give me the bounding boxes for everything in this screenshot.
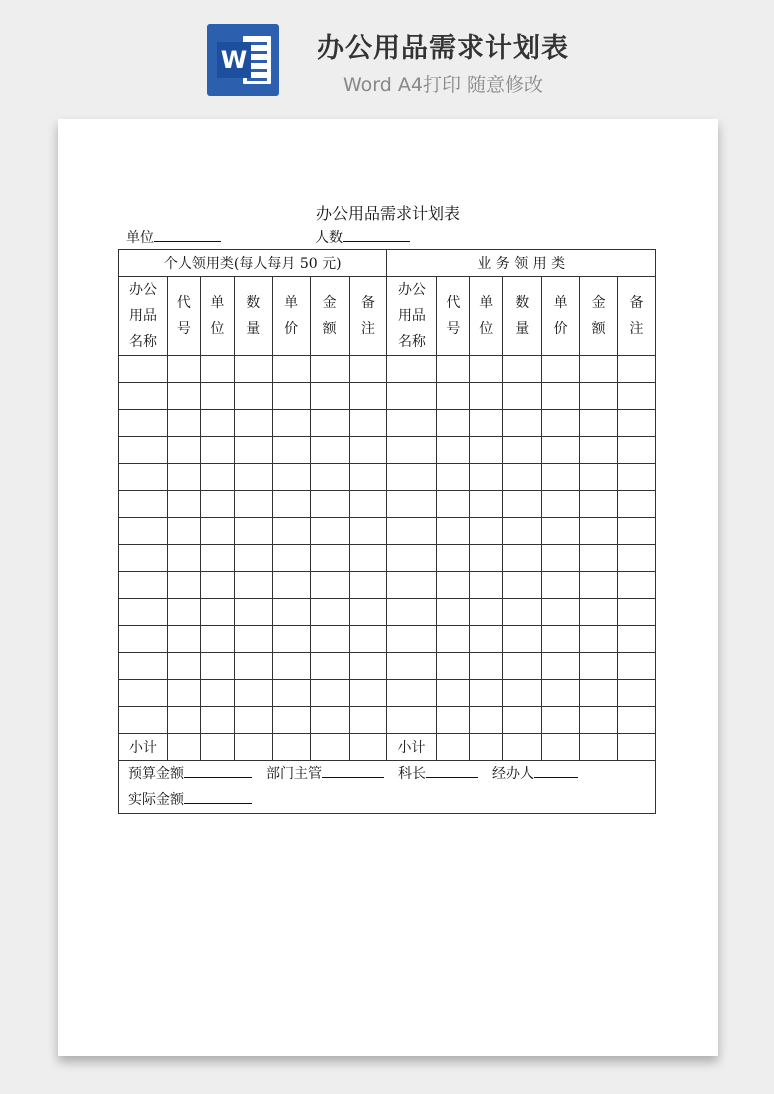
table-cell[interactable]: [437, 572, 470, 599]
subtotal-cell[interactable]: [470, 734, 503, 761]
table-cell[interactable]: [542, 464, 580, 491]
column-header-business-3: 数 量: [503, 277, 542, 356]
table-cell[interactable]: [470, 383, 503, 410]
table-cell[interactable]: [503, 491, 542, 518]
table-cell[interactable]: [580, 599, 618, 626]
table-cell[interactable]: [167, 410, 200, 437]
table-row: [119, 680, 656, 707]
table-cell[interactable]: [387, 464, 437, 491]
table-row: [119, 518, 656, 545]
table-cell[interactable]: [542, 356, 580, 383]
table-cell[interactable]: [349, 410, 387, 437]
actual-blank[interactable]: [184, 789, 252, 804]
table-cell[interactable]: [234, 410, 272, 437]
table-cell[interactable]: [503, 518, 542, 545]
table-row: [119, 707, 656, 734]
column-header-business-4: 单 价: [542, 277, 580, 356]
people-blank[interactable]: [343, 227, 410, 242]
table-cell[interactable]: [349, 464, 387, 491]
table-cell[interactable]: [310, 518, 349, 545]
subtotal-cell[interactable]: [437, 734, 470, 761]
table-cell[interactable]: [119, 599, 168, 626]
table-cell[interactable]: [272, 599, 310, 626]
table-cell[interactable]: [167, 356, 200, 383]
subtotal-label: 小计: [119, 734, 168, 761]
subtotal-cell[interactable]: [272, 734, 310, 761]
word-icon: [207, 24, 279, 96]
table-cell[interactable]: [310, 356, 349, 383]
table-cell[interactable]: [542, 680, 580, 707]
table-cell[interactable]: [580, 383, 618, 410]
table-cell[interactable]: [503, 464, 542, 491]
subtotal-cell[interactable]: [167, 734, 200, 761]
table-cell[interactable]: [387, 599, 437, 626]
section-business: 业 务 领 用 类: [387, 250, 656, 277]
table-cell[interactable]: [437, 410, 470, 437]
table-cell[interactable]: [618, 383, 656, 410]
dept-head-label: 部门主管: [266, 766, 322, 782]
table-cell[interactable]: [234, 599, 272, 626]
table-cell[interactable]: [167, 626, 200, 653]
table-cell[interactable]: [437, 518, 470, 545]
table-cell[interactable]: [349, 383, 387, 410]
table-row: [119, 437, 656, 464]
table-cell[interactable]: [234, 680, 272, 707]
table-cell[interactable]: [470, 410, 503, 437]
people-label: 人数: [315, 230, 343, 246]
table-cell[interactable]: [200, 680, 234, 707]
table-cell[interactable]: [542, 383, 580, 410]
table-cell[interactable]: [167, 518, 200, 545]
table-cell[interactable]: [272, 356, 310, 383]
table-cell[interactable]: [580, 518, 618, 545]
table-cell[interactable]: [272, 572, 310, 599]
table-cell[interactable]: [470, 626, 503, 653]
table-cell[interactable]: [349, 491, 387, 518]
table-row: [119, 383, 656, 410]
table-cell[interactable]: [167, 464, 200, 491]
table-cell[interactable]: [119, 437, 168, 464]
table-cell[interactable]: [119, 707, 168, 734]
table-row: [119, 626, 656, 653]
table-cell[interactable]: [618, 680, 656, 707]
table-cell[interactable]: [542, 572, 580, 599]
table-cell[interactable]: [580, 653, 618, 680]
banner: [0, 0, 774, 110]
table-cell[interactable]: [167, 653, 200, 680]
table-cell[interactable]: [234, 626, 272, 653]
subtotal-cell[interactable]: [542, 734, 580, 761]
table-cell[interactable]: [437, 653, 470, 680]
table-cell[interactable]: [542, 437, 580, 464]
table-cell[interactable]: [310, 599, 349, 626]
table-cell[interactable]: [618, 545, 656, 572]
table-cell[interactable]: [618, 653, 656, 680]
table-cell[interactable]: [310, 383, 349, 410]
table-row: [119, 545, 656, 572]
table-cell[interactable]: [580, 707, 618, 734]
unit-blank[interactable]: [154, 227, 221, 242]
subtotal-cell[interactable]: [310, 734, 349, 761]
table-cell[interactable]: [200, 626, 234, 653]
column-header-personal-1: 代 号: [167, 277, 200, 356]
table-cell[interactable]: [503, 410, 542, 437]
table-cell[interactable]: [167, 680, 200, 707]
table-cell[interactable]: [349, 653, 387, 680]
table-cell[interactable]: [200, 653, 234, 680]
table-cell[interactable]: [503, 680, 542, 707]
table-cell[interactable]: [349, 437, 387, 464]
table-cell[interactable]: [542, 653, 580, 680]
table-cell[interactable]: [119, 680, 168, 707]
actual-label: 实际金额: [128, 792, 184, 808]
table-cell[interactable]: [437, 437, 470, 464]
table-cell[interactable]: [200, 491, 234, 518]
table-cell[interactable]: [542, 491, 580, 518]
table-cell[interactable]: [310, 437, 349, 464]
table-cell[interactable]: [618, 356, 656, 383]
table-cell[interactable]: [470, 464, 503, 491]
subtotal-cell[interactable]: [580, 734, 618, 761]
table-cell[interactable]: [234, 545, 272, 572]
table-cell[interactable]: [234, 707, 272, 734]
people-field: [315, 227, 410, 247]
table-cell[interactable]: [310, 680, 349, 707]
table-cell[interactable]: [349, 572, 387, 599]
table-cell[interactable]: [349, 356, 387, 383]
banner-title: 办公用品需求计划表: [317, 33, 569, 64]
table-cell[interactable]: [234, 491, 272, 518]
footer-signatures: [119, 761, 656, 814]
table-cell[interactable]: [580, 545, 618, 572]
table-row: [119, 410, 656, 437]
table-cell[interactable]: [310, 707, 349, 734]
table-cell[interactable]: [618, 707, 656, 734]
table-cell[interactable]: [580, 464, 618, 491]
table-cell[interactable]: [200, 410, 234, 437]
column-header-personal-5: 金 额: [310, 277, 349, 356]
table-cell[interactable]: [470, 491, 503, 518]
table-cell[interactable]: [200, 707, 234, 734]
table-cell[interactable]: [310, 491, 349, 518]
table-cell[interactable]: [310, 464, 349, 491]
table-cell[interactable]: [167, 572, 200, 599]
table-cell[interactable]: [580, 680, 618, 707]
table-cell[interactable]: [119, 491, 168, 518]
table-cell[interactable]: [167, 599, 200, 626]
table-cell[interactable]: [272, 518, 310, 545]
table-cell[interactable]: [387, 356, 437, 383]
table-cell[interactable]: [387, 707, 437, 734]
section-header-row: [119, 250, 656, 277]
table-cell[interactable]: [580, 626, 618, 653]
table-cell[interactable]: [580, 410, 618, 437]
table-cell[interactable]: [503, 437, 542, 464]
table-cell[interactable]: [310, 410, 349, 437]
dept-head-blank[interactable]: [322, 763, 384, 778]
table-cell[interactable]: [234, 356, 272, 383]
column-header-personal-3: 数 量: [234, 277, 272, 356]
table-cell[interactable]: [470, 356, 503, 383]
column-header-business-2: 单 位: [470, 277, 503, 356]
table-cell[interactable]: [349, 680, 387, 707]
column-header-personal-4: 单 价: [272, 277, 310, 356]
table-cell[interactable]: [470, 518, 503, 545]
table-cell[interactable]: [503, 626, 542, 653]
table-cell[interactable]: [272, 680, 310, 707]
table-cell[interactable]: [542, 626, 580, 653]
table-cell[interactable]: [349, 518, 387, 545]
table-cell[interactable]: [387, 545, 437, 572]
handler-blank[interactable]: [534, 763, 578, 778]
table-cell[interactable]: [272, 491, 310, 518]
table-cell[interactable]: [387, 491, 437, 518]
word-logo-letter: W: [217, 42, 251, 78]
table-cell[interactable]: [200, 599, 234, 626]
table-row: [119, 356, 656, 383]
table-cell[interactable]: [387, 572, 437, 599]
footer-row: [119, 761, 656, 814]
subtotal-cell[interactable]: [618, 734, 656, 761]
subtotal-cell[interactable]: [349, 734, 387, 761]
plan-table: [118, 249, 656, 814]
table-cell[interactable]: [119, 356, 168, 383]
table-cell[interactable]: [119, 518, 168, 545]
table-cell[interactable]: [200, 572, 234, 599]
table-cell[interactable]: [437, 626, 470, 653]
table-cell[interactable]: [580, 491, 618, 518]
table-cell[interactable]: [387, 437, 437, 464]
table-cell[interactable]: [119, 464, 168, 491]
table-cell[interactable]: [580, 572, 618, 599]
table-cell[interactable]: [503, 545, 542, 572]
table-cell[interactable]: [387, 653, 437, 680]
column-header-business-6: 备 注: [618, 277, 656, 356]
table-cell[interactable]: [167, 437, 200, 464]
table-cell[interactable]: [580, 437, 618, 464]
table-cell[interactable]: [349, 599, 387, 626]
table-cell[interactable]: [618, 491, 656, 518]
table-cell[interactable]: [272, 383, 310, 410]
table-cell[interactable]: [387, 626, 437, 653]
table-cell[interactable]: [167, 545, 200, 572]
table-cell[interactable]: [349, 626, 387, 653]
table-cell[interactable]: [470, 599, 503, 626]
table-cell[interactable]: [167, 707, 200, 734]
table-cell[interactable]: [618, 599, 656, 626]
handler-label: 经办人: [492, 766, 534, 782]
column-header-personal-6: 备 注: [349, 277, 387, 356]
table-cell[interactable]: [310, 653, 349, 680]
table-cell[interactable]: [119, 410, 168, 437]
subtotal-cell[interactable]: [503, 734, 542, 761]
unit-field: [126, 227, 221, 247]
column-header-personal-0: 办公 用品 名称: [119, 277, 168, 356]
table-row: [119, 464, 656, 491]
table-cell[interactable]: [272, 626, 310, 653]
table-cell[interactable]: [580, 356, 618, 383]
table-cell[interactable]: [310, 572, 349, 599]
table-cell[interactable]: [387, 680, 437, 707]
table-cell[interactable]: [167, 383, 200, 410]
table-cell[interactable]: [234, 383, 272, 410]
table-cell[interactable]: [272, 410, 310, 437]
table-cell[interactable]: [470, 680, 503, 707]
table-cell[interactable]: [470, 653, 503, 680]
unit-label: 单位: [126, 230, 154, 246]
table-cell[interactable]: [272, 545, 310, 572]
table-row: [119, 572, 656, 599]
table-cell[interactable]: [437, 383, 470, 410]
table-cell[interactable]: [200, 356, 234, 383]
table-cell[interactable]: [437, 356, 470, 383]
table-cell[interactable]: [437, 464, 470, 491]
table-cell[interactable]: [167, 491, 200, 518]
table-cell[interactable]: [503, 707, 542, 734]
table-cell[interactable]: [542, 707, 580, 734]
table-cell[interactable]: [349, 707, 387, 734]
table-cell[interactable]: [119, 572, 168, 599]
budget-label: 预算金额: [128, 766, 184, 782]
table-cell[interactable]: [200, 437, 234, 464]
table-cell[interactable]: [470, 707, 503, 734]
table-cell[interactable]: [234, 464, 272, 491]
table-cell[interactable]: [200, 464, 234, 491]
subtotal-cell[interactable]: [200, 734, 234, 761]
table-cell[interactable]: [542, 410, 580, 437]
table-cell[interactable]: [119, 545, 168, 572]
table-cell[interactable]: [618, 626, 656, 653]
table-cell[interactable]: [119, 626, 168, 653]
table-cell[interactable]: [119, 653, 168, 680]
table-cell[interactable]: [349, 545, 387, 572]
column-header-row: [119, 277, 656, 356]
table-cell[interactable]: [310, 545, 349, 572]
table-cell[interactable]: [542, 599, 580, 626]
subtotal-cell[interactable]: [234, 734, 272, 761]
table-cell[interactable]: [387, 518, 437, 545]
table-cell[interactable]: [234, 572, 272, 599]
table-cell[interactable]: [618, 572, 656, 599]
column-header-business-1: 代 号: [437, 277, 470, 356]
subtotal-label: 小计: [387, 734, 437, 761]
table-cell[interactable]: [272, 707, 310, 734]
table-cell[interactable]: [503, 653, 542, 680]
table-cell[interactable]: [470, 572, 503, 599]
column-header-business-0: 办公 用品 名称: [387, 277, 437, 356]
banner-subtitle: Word A4打印 随意修改: [342, 74, 543, 96]
table-cell[interactable]: [470, 437, 503, 464]
table-cell[interactable]: [234, 518, 272, 545]
table-row: [119, 491, 656, 518]
table-cell[interactable]: [272, 653, 310, 680]
table-cell[interactable]: [542, 518, 580, 545]
budget-blank[interactable]: [184, 763, 252, 778]
table-cell[interactable]: [200, 545, 234, 572]
table-cell[interactable]: [470, 545, 503, 572]
table-cell[interactable]: [272, 437, 310, 464]
table-cell[interactable]: [437, 599, 470, 626]
table-cell[interactable]: [618, 437, 656, 464]
table-cell[interactable]: [437, 491, 470, 518]
table-cell[interactable]: [234, 653, 272, 680]
table-cell[interactable]: [310, 626, 349, 653]
table-cell[interactable]: [503, 572, 542, 599]
document-page: [58, 119, 718, 1056]
table-cell[interactable]: [200, 518, 234, 545]
section-personal: 个人领用类(每人每月 50 元): [119, 250, 387, 277]
subtotal-row: [119, 734, 656, 761]
table-cell[interactable]: [437, 707, 470, 734]
table-cell[interactable]: [437, 545, 470, 572]
table-cell[interactable]: [387, 383, 437, 410]
table-cell[interactable]: [234, 437, 272, 464]
table-row: [119, 653, 656, 680]
table-cell[interactable]: [200, 383, 234, 410]
table-cell[interactable]: [119, 383, 168, 410]
table-cell[interactable]: [503, 599, 542, 626]
section-chief-blank[interactable]: [426, 763, 478, 778]
table-cell[interactable]: [437, 680, 470, 707]
table-cell[interactable]: [618, 518, 656, 545]
table-cell[interactable]: [618, 464, 656, 491]
column-header-business-5: 金 额: [580, 277, 618, 356]
table-cell[interactable]: [503, 356, 542, 383]
section-chief-label: 科长: [398, 766, 426, 782]
column-header-personal-2: 单 位: [200, 277, 234, 356]
table-cell[interactable]: [618, 410, 656, 437]
table-cell[interactable]: [503, 383, 542, 410]
table-cell[interactable]: [272, 464, 310, 491]
table-row: [119, 599, 656, 626]
document-title: 办公用品需求计划表: [315, 204, 460, 223]
table-cell[interactable]: [542, 545, 580, 572]
table-cell[interactable]: [387, 410, 437, 437]
